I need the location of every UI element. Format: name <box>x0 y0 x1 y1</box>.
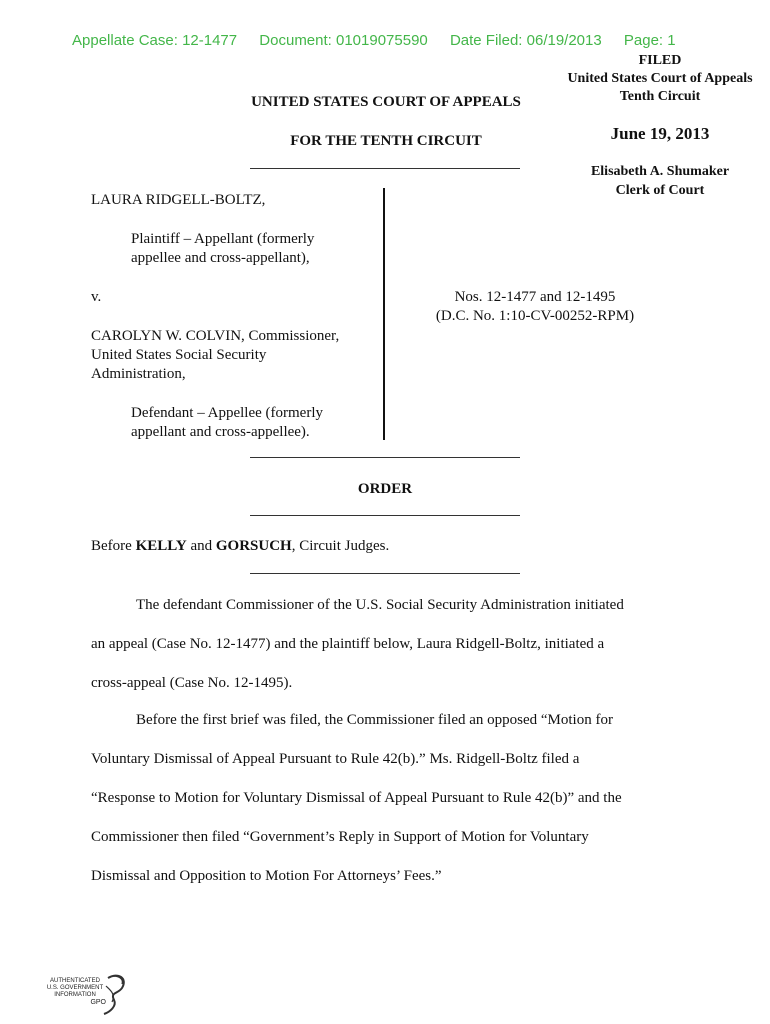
defendant-role <box>131 404 323 442</box>
panel-line <box>91 538 389 555</box>
versus: v. <box>91 289 102 305</box>
gpo-line-1: AUTHENTICATED <box>50 978 100 984</box>
header-document: Document: 01019075590 <box>259 32 428 49</box>
eagle-icon <box>100 972 130 1016</box>
divider <box>250 457 520 458</box>
gpo-authentication-logo <box>44 972 134 1018</box>
plaintiff-role <box>131 230 314 268</box>
divider <box>250 515 520 516</box>
body-line: Voluntary Dismissal of Appeal Pursuant to Rule 42(b).” Ms. Ridgell-Boltz filed a <box>91 751 580 767</box>
body-line: “Response to Motion for Voluntary Dismissal of Appeal Pursuant to Rule 42(b)” and the <box>91 790 622 806</box>
order-title: ORDER <box>357 481 413 497</box>
gpo-line-3: INFORMATION <box>54 992 96 998</box>
defendant-line-1: CAROLYN W. COLVIN, Commissioner, <box>91 328 340 344</box>
filed-court: United States Court of Appeals <box>567 71 753 86</box>
gpo-logo-text <box>44 978 106 1006</box>
before-suffix: , Circuit Judges. <box>291 538 390 554</box>
gpo-line-2: U.S. GOVERNMENT <box>46 985 104 991</box>
case-numbers <box>395 288 675 326</box>
defendant-role-line-2: appellant and cross-appellee). <box>131 424 310 440</box>
body-line: Dismissal and Opposition to Motion For Attorneys’ Fees.” <box>91 868 442 884</box>
filed-label: FILED <box>638 53 682 68</box>
defendant-line-2: United States Social Security <box>91 347 267 363</box>
filed-stamp <box>560 52 760 106</box>
clerk-title: Clerk of Court <box>615 183 705 198</box>
judge-kelly: KELLY <box>135 538 187 554</box>
before-prefix: Before <box>91 538 136 554</box>
dc-number-line: (D.C. No. 1:10-CV-00252-RPM) <box>435 308 635 324</box>
header-case: Appellate Case: 12-1477 <box>72 32 238 49</box>
filed-date: June 19, 2013 <box>610 124 710 143</box>
body-line: Commissioner then filed “Government’s Reply in Support of Motion for Voluntary <box>91 829 589 845</box>
plaintiff-role-line-1: Plaintiff – Appellant (formerly <box>131 231 315 247</box>
divider <box>250 573 520 574</box>
court-title: UNITED STATES COURT OF APPEALS <box>251 94 521 110</box>
defendant-role-line-1: Defendant – Appellee (formerly <box>131 405 324 421</box>
caption-divider <box>383 188 385 440</box>
defendant-name <box>91 327 339 384</box>
judge-gorsuch: GORSUCH <box>215 538 292 554</box>
before-and: and <box>186 538 216 554</box>
defendant-line-3: Administration, <box>91 366 186 382</box>
filed-circuit: Tenth Circuit <box>619 89 701 104</box>
divider <box>250 168 520 169</box>
plaintiff-name: LAURA RIDGELL-BOLTZ, <box>91 192 266 208</box>
body-line: an appeal (Case No. 12-1477) and the plaintiff below, Laura Ridgell-Boltz, initiated a <box>91 636 605 652</box>
header-date-filed: Date Filed: 06/19/2013 <box>449 32 602 49</box>
body-line: The defendant Commissioner of the U.S. Social Security Administration initiated <box>136 597 624 613</box>
gpo-line-4: GPO <box>90 999 106 1006</box>
case-numbers-line: Nos. 12-1477 and 12-1495 <box>454 289 616 305</box>
header-page: Page: 1 <box>623 32 676 49</box>
plaintiff-role-line-2: appellee and cross-appellant), <box>131 250 310 266</box>
body-line: Before the first brief was filed, the Commissioner filed an opposed “Motion for <box>136 712 613 728</box>
clerk-name: Elisabeth A. Shumaker <box>590 164 730 179</box>
court-subtitle: FOR THE TENTH CIRCUIT <box>290 133 482 149</box>
body-line: cross-appeal (Case No. 12-1495). <box>91 675 293 691</box>
document-header <box>72 32 694 49</box>
clerk-block <box>560 162 760 200</box>
